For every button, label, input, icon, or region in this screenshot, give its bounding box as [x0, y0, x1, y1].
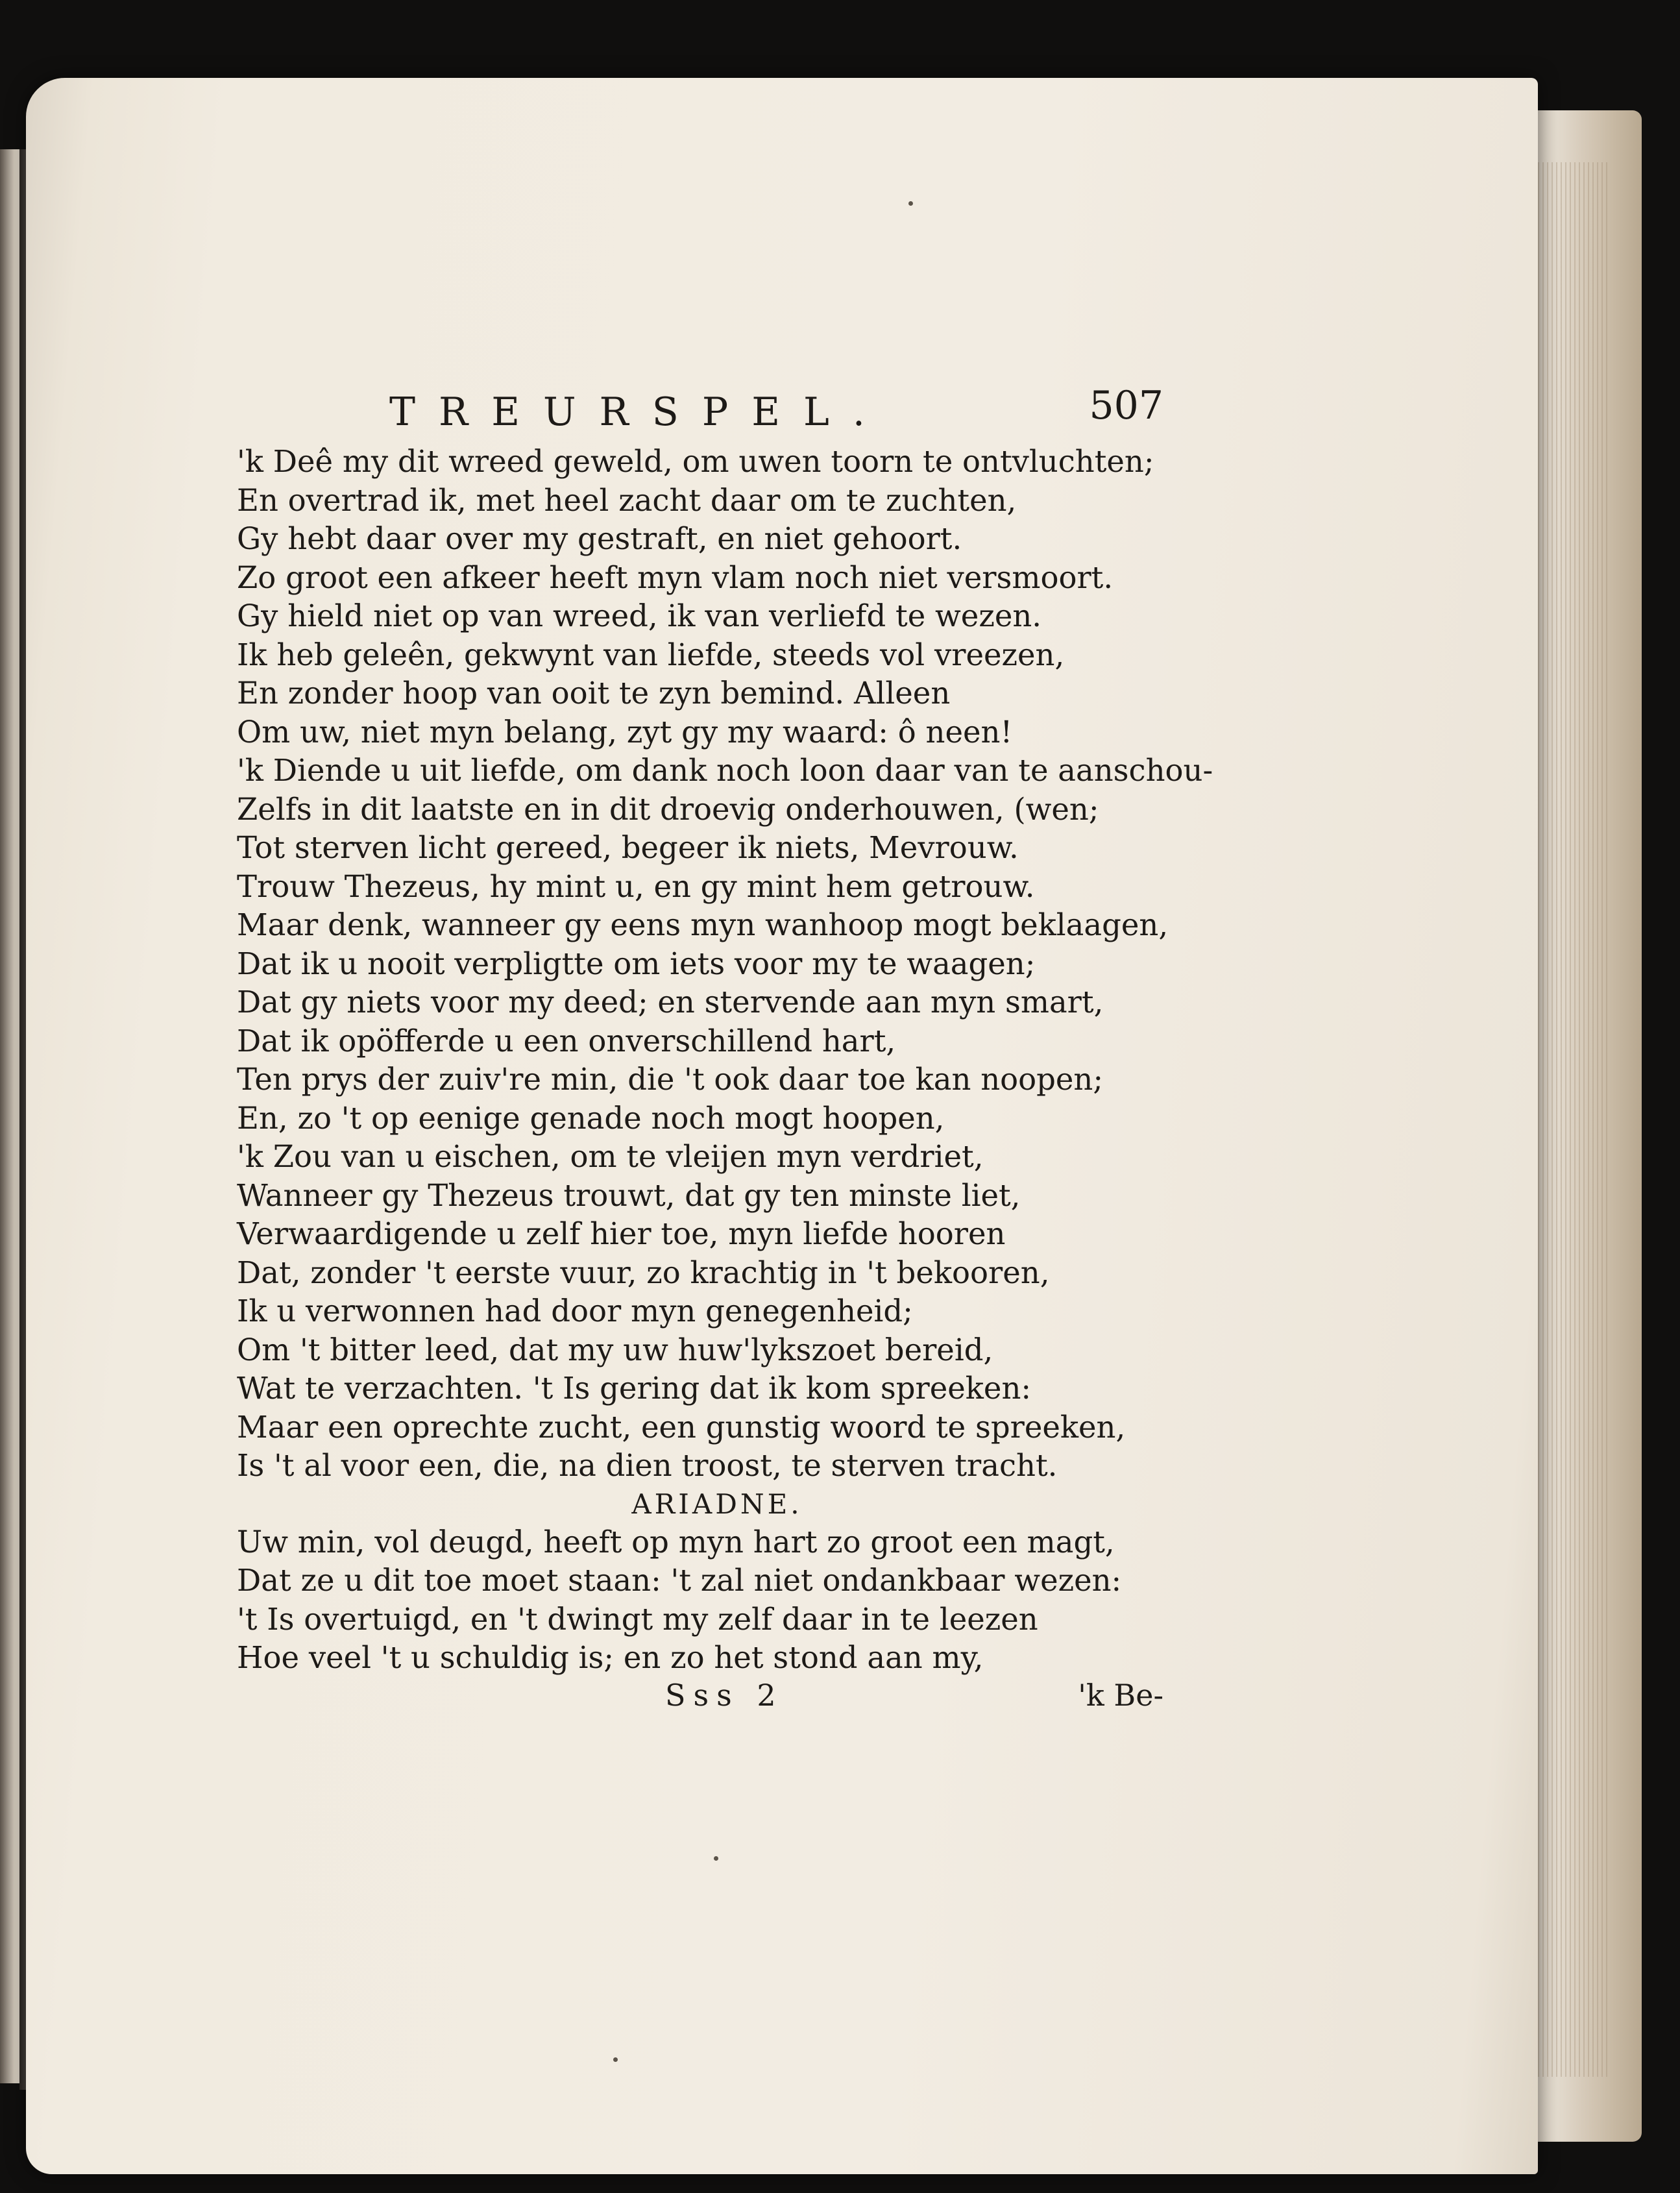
verse-line: Maar denk, wanneer gy eens myn wanhoop mogt beklaagen, [237, 907, 1169, 942]
verse-line: Uw min, vol deugd, heeft op myn hart zo groot een magt, [237, 1524, 1115, 1560]
verse-line: 'k Zou van u eischen, om te vleijen myn verdriet, [237, 1139, 984, 1174]
verse-line: Wat te verzachten. 't Is gering dat ik kom spreeken: [237, 1371, 1032, 1406]
verse-line: Ten prys der zuiv're min, die 't ook daar toe kan noopen; [237, 1062, 1104, 1097]
verse-line: En zonder hoop van ooit te zyn bemind. Alleen [237, 676, 951, 711]
verse-line: Gy hield niet op van wreed, ik van verliefd te wezen. [237, 598, 1042, 633]
verse-line: Wanneer gy Thezeus trouwt, dat gy ten minste liet, [237, 1177, 1021, 1213]
verse-line: Zo groot een afkeer heeft myn vlam noch niet versmoort. [237, 559, 1114, 595]
verse-line: En overtrad ik, met heel zacht daar om te zuchten, [237, 482, 1017, 518]
verse-block-1 [237, 443, 1213, 1486]
text-block [237, 383, 1213, 1717]
verse-line: Tot sterven licht gereed, begeer ik niets, Mevrouw. [237, 830, 1019, 865]
verse-line: Is 't al voor een, die, na dien troost, te sterven tracht. [237, 1448, 1058, 1483]
verse-block-2 [237, 1523, 1171, 1678]
verse-line: Dat, zonder 't eerste vuur, zo krachtig in 't bekooren, [237, 1255, 1050, 1290]
paper-speck [613, 2057, 618, 2062]
book-page [26, 78, 1538, 2174]
verse-line: Trouw Thezeus, hy mint u, en gy mint hem getrouw. [237, 868, 1035, 904]
verse-line: Hoe veel 't u schuldig is; en zo het stond aan my, [237, 1640, 984, 1675]
page-number: 507 [1089, 383, 1163, 428]
verse-line: 'k Diende u uit liefde, om dank noch loon daar van te aanschou- [237, 753, 1213, 788]
running-title: TREURSPEL. [389, 389, 888, 435]
page-footer [237, 1678, 1171, 1717]
verse-line: Ik u verwonnen had door myn genegenheid; [237, 1293, 913, 1329]
verse-line: En, zo 't op eenige genade noch mogt hoopen, [237, 1100, 945, 1136]
verse-line: Zelfs in dit laatste en in dit droevig onderhouwen, (wen; [237, 791, 1099, 827]
verse-line: Maar een oprechte zucht, een gunstig woord te spreeken, [237, 1409, 1126, 1445]
verse-line: Dat ik u nooit verpligtte om iets voor my te waagen; [237, 946, 1036, 981]
verse-line: Verwaardigende u zelf hier toe, myn liefde hooren [237, 1216, 1006, 1251]
verse-line: Om 't bitter leed, dat my uw huw'lykszoet bereid, [237, 1332, 993, 1367]
verse-line: Gy hebt daar over my gestraft, en niet gehoort. [237, 521, 962, 556]
verse-line: Dat ze u dit toe moet staan: 't zal niet ondankbaar wezen: [237, 1563, 1122, 1598]
speaker-name: ARIADNE. [631, 1488, 803, 1520]
paper-speck [908, 201, 913, 206]
verse-line: 'k Deê my dit wreed geweld, om uwen toorn te ontvluchten; [237, 444, 1154, 479]
verse-line: Om uw, niet myn belang, zyt gy my waard: ô neen! [237, 714, 1013, 750]
verse-line: Dat ik opöfferde u een onverschillend hart, [237, 1023, 896, 1059]
running-head [237, 383, 1171, 443]
paper-speck [714, 1856, 718, 1861]
signature-mark: Sss 2 [665, 1677, 784, 1713]
verse-line: Ik heb geleên, gekwynt van liefde, steeds vol vreezen, [237, 637, 1065, 672]
catchword: 'k Be- [1078, 1677, 1163, 1713]
verse-line: 't Is overtuigd, en 't dwingt my zelf daar in te leezen [237, 1601, 1038, 1637]
verse-line: Dat gy niets voor my deed; en stervende aan myn smart, [237, 985, 1104, 1020]
